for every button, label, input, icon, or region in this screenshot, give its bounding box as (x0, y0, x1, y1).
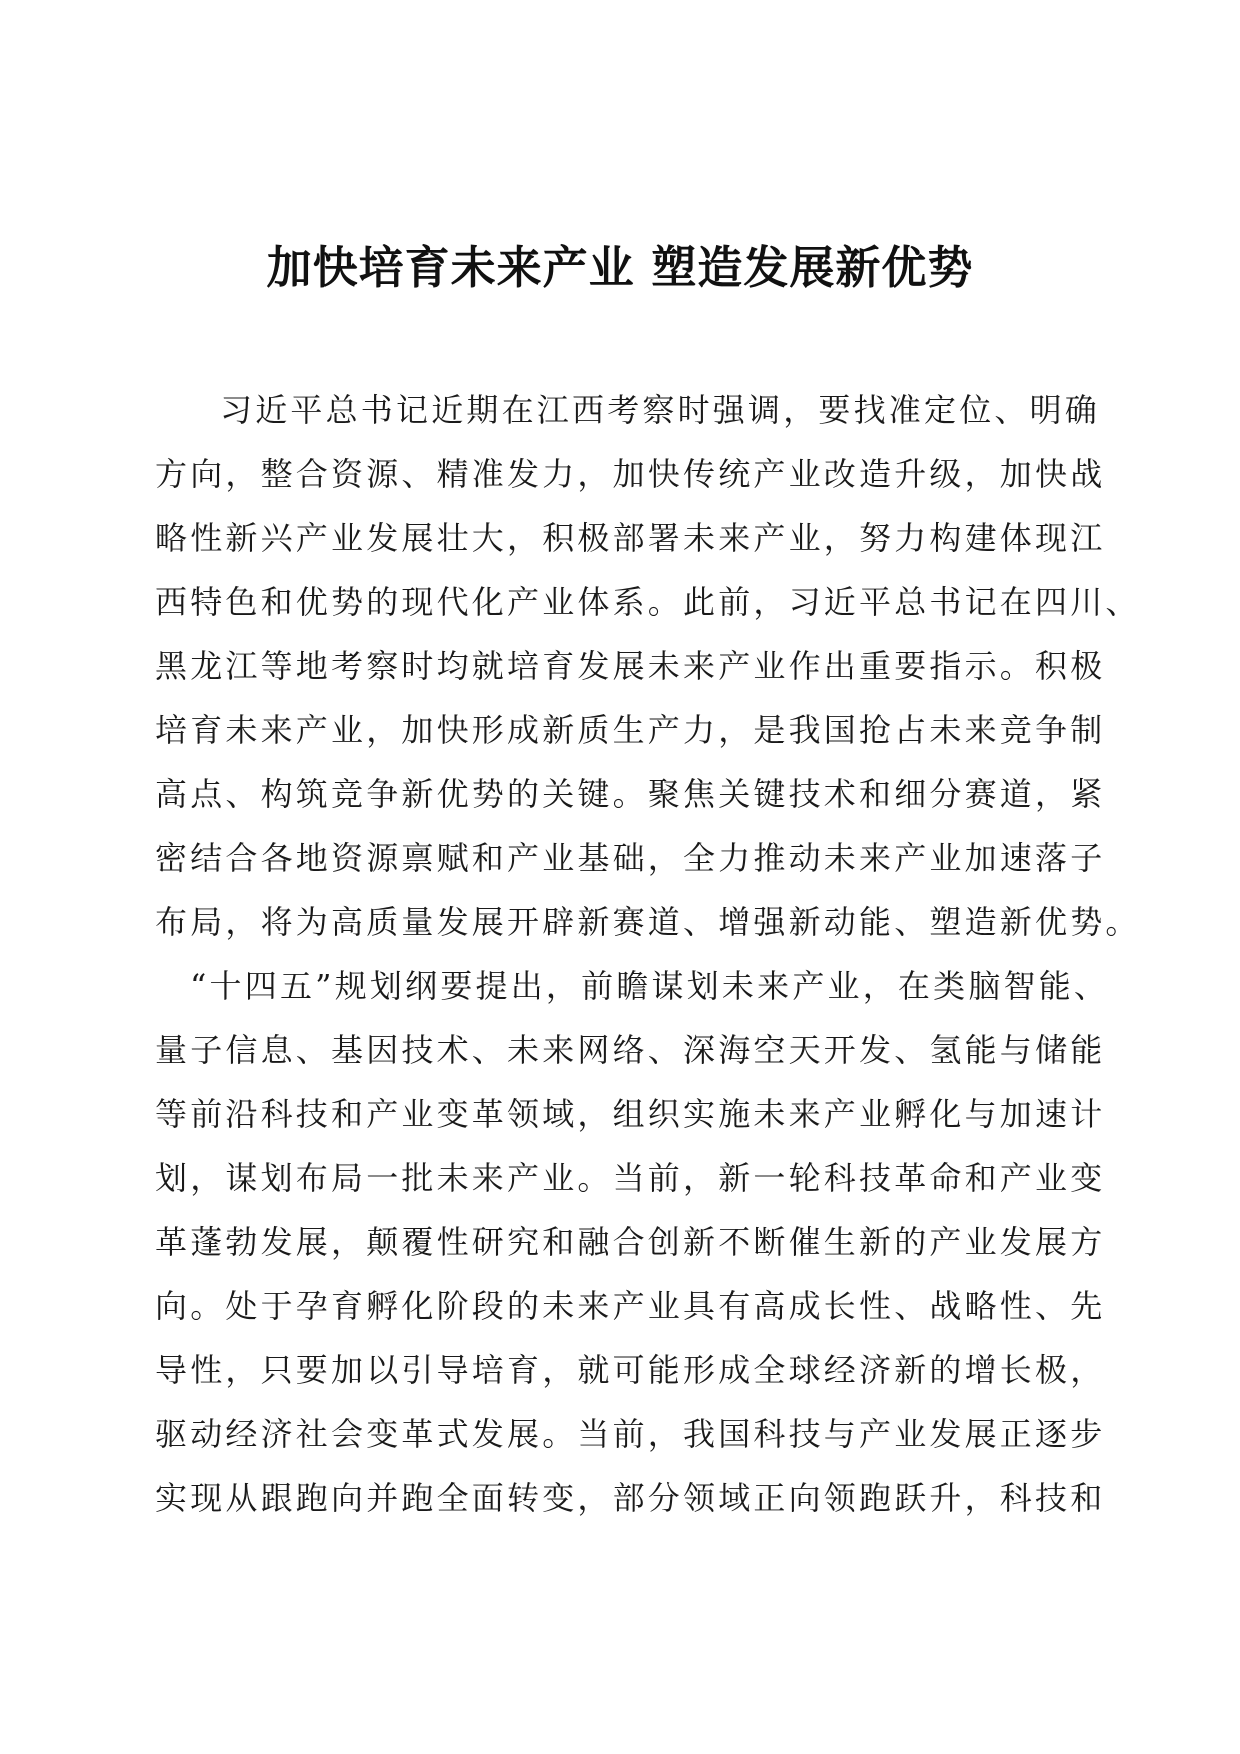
text-line: 革蓬勃发展，颠覆性研究和融合创新不断催生新的产业发展方 (155, 1223, 1106, 1261)
text-line: 导性，只要加以引导培育，就可能形成全球经济新的增长极， (155, 1351, 1106, 1389)
text-line: 方向，整合资源、精准发力，加快传统产业改造升级，加快战 (155, 455, 1106, 493)
text-line: 高点、构筑竞争新优势的关键。聚焦关键技术和细分赛道，紧 (155, 775, 1106, 813)
text-line: 划，谋划布局一批未来产业。当前，新一轮科技革命和产业变 (155, 1159, 1106, 1197)
text-line: 量子信息、基因技术、未来网络、深海空天开发、氢能与储能 (155, 1031, 1106, 1069)
text-line: 向。处于孕育孵化阶段的未来产业具有高成长性、战略性、先 (155, 1287, 1106, 1325)
page-title: 加快培育未来产业 塑造发展新优势 (266, 241, 974, 294)
text-line: 略性新兴产业发展壮大，积极部署未来产业，努力构建体现江 (155, 519, 1106, 557)
text-line: 布局，将为高质量发展开辟新赛道、增强新动能、塑造新优势。 (155, 903, 1141, 941)
text-line: 驱动经济社会变革式发展。当前，我国科技与产业发展正逐步 (155, 1415, 1106, 1453)
text-line: 密结合各地资源禀赋和产业基础，全力推动未来产业加速落子 (155, 839, 1106, 877)
text-line: 等前沿科技和产业变革领域，组织实施未来产业孵化与加速计 (155, 1095, 1106, 1133)
text-line: 西特色和优势的现代化产业体系。此前，习近平总书记在四川、 (155, 583, 1141, 621)
text-line: 培育未来产业，加快形成新质生产力，是我国抢占未来竞争制 (155, 711, 1106, 749)
text-line: 习近平总书记近期在江西考察时强调，要找准定位、明确 (220, 391, 1101, 429)
text-line: 黑龙江等地考察时均就培育发展未来产业作出重要指示。积极 (155, 647, 1106, 685)
text-line: 实现从跟跑向并跑全面转变，部分领域正向领跑跃升，科技和 (155, 1479, 1106, 1517)
text-line: “十四五”规划纲要提出，前瞻谋划未来产业，在类脑智能、 (190, 967, 1110, 1005)
